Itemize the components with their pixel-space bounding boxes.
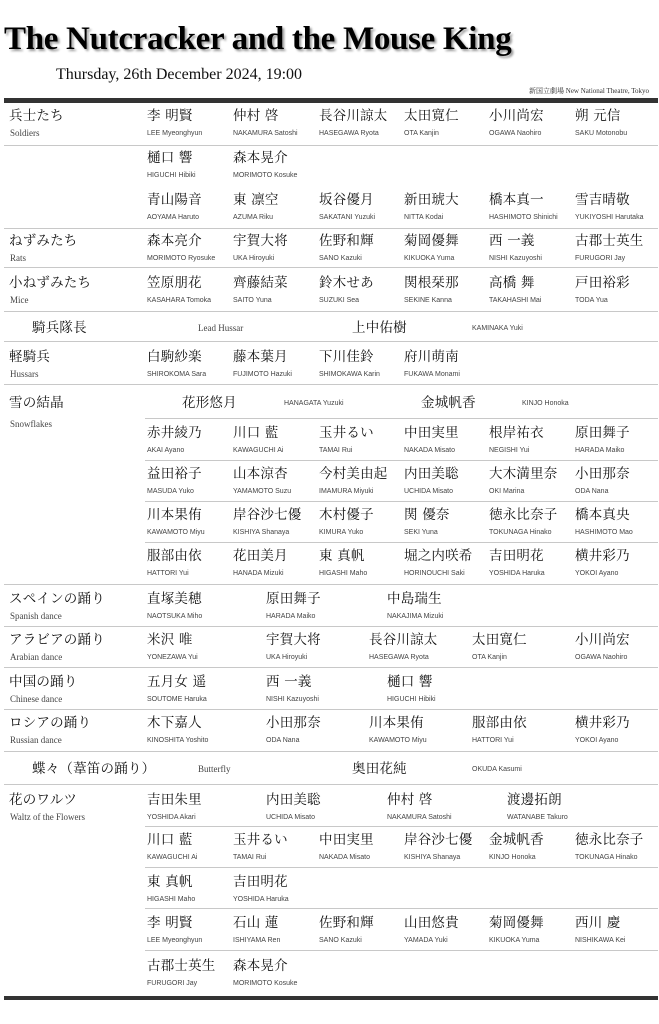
cast-name-jp: 玉井るい: [319, 425, 374, 441]
section-title-soldiers: 兵士たち: [9, 108, 64, 124]
cast-name-en: YOSHIDA Haruka: [489, 570, 545, 577]
cast-name-jp: 横井彩乃: [575, 715, 630, 731]
cast-name-en: YOSHIDA Akari: [147, 814, 196, 821]
cast-name-jp: 宇賀大将: [233, 233, 288, 249]
label-divider: [4, 145, 145, 146]
cast-name-en: YAMAMOTO Suzu: [233, 488, 292, 495]
cast-name-jp: 根岸祐衣: [489, 425, 544, 441]
section-title-rats: ねずみたち: [9, 233, 78, 249]
cast-name-jp: 花田美月: [233, 548, 288, 564]
cast-name-jp: 小川尚宏: [575, 632, 630, 648]
cast-name-jp: 新田琥大: [404, 192, 459, 208]
cast-name-jp: 小田那奈: [575, 466, 630, 482]
cast-name-en: NAKADA Misato: [319, 854, 370, 861]
page-title: The Nutcracker and the Mouse King: [4, 21, 512, 57]
cast-name-jp: 菊岡優舞: [489, 915, 544, 931]
cast-name-jp: 長谷川諒太: [319, 108, 388, 124]
section-title-mice: 小ねずみたち: [9, 275, 92, 291]
cast-name-jp: 東 真帆: [147, 874, 193, 890]
cast-name-jp: 吉田明花: [489, 548, 544, 564]
row-divider: [145, 867, 658, 868]
row-divider: [145, 418, 658, 419]
cast-name-en: SANO Kazuki: [319, 255, 362, 262]
cast-name-en: ODA Nana: [575, 488, 609, 495]
cast-name-en: MORIMOTO Ryosuke: [147, 255, 216, 262]
cast-name-jp: 服部由依: [472, 715, 527, 731]
cast-name-jp: 森本晃介: [233, 958, 288, 974]
cast-name-en: HARADA Maiko: [575, 447, 625, 454]
row-divider: [145, 145, 658, 146]
cast-name-jp: 川口 藍: [233, 425, 279, 441]
cast-name-jp: 木下嘉人: [147, 715, 202, 731]
cast-name-jp: 原田舞子: [266, 591, 321, 607]
section-subtitle-rats: Rats: [10, 253, 27, 263]
cast-name-en: TODA Yua: [575, 297, 608, 304]
cast-name-jp: 李 明賢: [147, 108, 193, 124]
cast-name-en: HIGUCHI Hibiki: [387, 696, 436, 703]
row-divider: [145, 950, 658, 951]
cast-name-jp: 岸谷沙七優: [404, 832, 473, 848]
cast-name-jp: 中田実里: [404, 425, 459, 441]
cast-name-jp: 森本晃介: [233, 150, 288, 166]
cast-name-en: NITTA Kodai: [404, 214, 444, 221]
cast-name-en: TOKUNAGA Hinako: [489, 529, 552, 536]
cast-name-jp: 小田那奈: [266, 715, 321, 731]
cast-name-jp: 宇賀大将: [266, 632, 321, 648]
section-subtitle-hussars: Hussars: [10, 369, 39, 379]
cast-name-en: NAKAMURA Satoshi: [387, 814, 452, 821]
cast-name-en: AZUMA Riku: [233, 214, 274, 221]
cast-name-jp: 青山陽音: [147, 192, 202, 208]
cast-name-en: YAMADA Yuki: [404, 937, 448, 944]
cast-name-jp: 橋本真央: [575, 507, 630, 523]
cast-name-jp: 坂谷優月: [319, 192, 374, 208]
cast-name-jp: 金城帆香: [489, 832, 544, 848]
cast-name-jp: 小川尚宏: [489, 108, 544, 124]
cast-name-jp: 五月女 遥: [147, 674, 207, 690]
section-subtitle-butterfly: Butterfly: [198, 764, 231, 774]
row-divider: [145, 501, 658, 502]
cast-name-en: YUKIYOSHI Harutaka: [575, 214, 644, 221]
cast-name-jp: 仲村 啓: [233, 108, 279, 124]
cast-name-en: NAOTSUKA Miho: [147, 613, 203, 620]
cast-name-jp: 橋本真一: [489, 192, 544, 208]
cast-name-jp: 樋口 響: [387, 674, 433, 690]
cast-name-en: YONEZAWA Yui: [147, 654, 198, 661]
cast-name-jp: 李 明賢: [147, 915, 193, 931]
row-divider: [145, 460, 658, 461]
snowflakes-lead-name-en: HANAGATA Yuzuki: [284, 400, 344, 407]
snowflakes-lead-name-jp: 金城帆香: [421, 395, 476, 411]
section-divider: [4, 751, 658, 752]
section-title-lead-hussar: 騎兵隊長: [32, 320, 87, 336]
cast-name-jp: 太田寛仁: [472, 632, 527, 648]
section-divider: [4, 626, 658, 627]
cast-name-en: KIMURA Yuko: [319, 529, 364, 536]
header-rule: [4, 98, 658, 103]
snowflakes-lead-name-jp: 花形悠月: [182, 395, 237, 411]
cast-name-en: TAMAI Rui: [233, 854, 267, 861]
cast-name-en: HANADA Mizuki: [233, 570, 284, 577]
cast-name-jp: 吉田朱里: [147, 792, 202, 808]
cast-name-en: NEGISHI Yui: [489, 447, 530, 454]
section-divider: [4, 311, 658, 312]
cast-name-en: FURUGORI Jay: [147, 980, 198, 987]
cast-name-en: KIKUOKA Yuma: [489, 937, 540, 944]
cast-name-en: HATTORI Yui: [147, 570, 189, 577]
cast-name-jp: 朔 元信: [575, 108, 621, 124]
cast-name-en: HASEGAWA Ryota: [369, 654, 429, 661]
cast-name-en: ISHIYAMA Ren: [233, 937, 281, 944]
venue-label: 新国立劇場 New National Theatre, Tokyo: [529, 87, 649, 95]
cast-name-jp: 吉田明花: [233, 874, 288, 890]
cast-name-en: HATTORI Yui: [472, 737, 514, 744]
cast-name-en: IMAMURA Miyuki: [319, 488, 374, 495]
row-divider: [145, 908, 658, 909]
cast-name-en: NAKADA Misato: [404, 447, 455, 454]
cast-name-jp: 雪吉晴敬: [575, 192, 630, 208]
cast-name-jp: 川口 藍: [147, 832, 193, 848]
cast-name-jp: 齊藤結菜: [233, 275, 288, 291]
cast-name-en: SUZUKI Sea: [319, 297, 360, 304]
cast-name-en: TOKUNAGA Hinako: [575, 854, 638, 861]
section-subtitle-russian: Russian dance: [10, 735, 62, 745]
cast-name-en: HASHIMOTO Mao: [575, 529, 633, 536]
cast-name-en: HASHIMOTO Shinichi: [489, 214, 558, 221]
cast-name-en: SANO Kazuki: [319, 937, 362, 944]
row-divider: [145, 542, 658, 543]
section-title-butterfly: 蝶々（葦笛の踊り）: [32, 761, 156, 777]
cast-name-jp: 長谷川諒太: [369, 632, 438, 648]
cast-name-en: KISHIYA Shanaya: [404, 854, 461, 861]
cast-name-en: UKA Hiroyuki: [266, 654, 308, 661]
section-subtitle-chinese: Chinese dance: [10, 694, 63, 704]
section-title-snowflakes: 雪の結晶: [9, 395, 64, 411]
cast-name-jp: 石山 蓮: [233, 915, 279, 931]
cast-name-jp: 徳永比奈子: [575, 832, 644, 848]
cast-name-jp: 高橋 舞: [489, 275, 535, 291]
section-divider: [4, 709, 658, 710]
cast-name-jp: 川本果侑: [147, 507, 202, 523]
cast-name-en: SOUTOME Haruka: [147, 696, 207, 703]
cast-name-en: TAKAHASHI Mai: [489, 297, 542, 304]
cast-name-jp: 菊岡優舞: [404, 233, 459, 249]
section-subtitle-mice: Mice: [10, 295, 29, 305]
cast-name-en: HIGASHI Maho: [319, 570, 368, 577]
cast-name-jp: 渡邊拓朗: [507, 792, 562, 808]
section-title-arabian: アラビアの踊り: [9, 632, 105, 648]
cast-name-en: SHIROKOMA Sara: [147, 371, 207, 378]
cast-name-en: KAWAGUCHI Ai: [147, 854, 198, 861]
cast-name-en: UCHIDA Misato: [266, 814, 316, 821]
cast-name-en: KAWAMOTO Miyu: [369, 737, 427, 744]
cast-name-en: WATANABE Takuro: [507, 814, 568, 821]
cast-name-jp: 米沢 唯: [147, 632, 193, 648]
cast-name-en: UKA Hiroyuki: [233, 255, 275, 262]
cast-name-en: FUKAWA Monami: [404, 371, 460, 378]
cast-name-en: OGAWA Naohiro: [489, 130, 542, 137]
cast-name-en: OTA Kanjin: [404, 130, 439, 137]
cast-name-en: KASAHARA Tomoka: [147, 297, 212, 304]
cast-name-en: SAITO Yuna: [233, 297, 272, 304]
cast-name-en: HASEGAWA Ryota: [319, 130, 379, 137]
cast-name-en: AKAI Ayano: [147, 447, 185, 454]
cast-name-en: KIKUOKA Yuma: [404, 255, 455, 262]
cast-name-jp: 大木満里奈: [489, 466, 558, 482]
cast-name-en: SAKATANI Yuzuki: [319, 214, 376, 221]
lead-hussar-name-jp: 上中佑樹: [352, 320, 407, 336]
cast-name-en: KAWAGUCHI Ai: [233, 447, 284, 454]
cast-name-en: NISHI Kazuyoshi: [489, 255, 542, 262]
cast-name-en: UCHIDA Misato: [404, 488, 454, 495]
cast-name-jp: 府川萌南: [404, 349, 459, 365]
section-subtitle-spanish: Spanish dance: [10, 611, 62, 621]
cast-name-jp: 西 一義: [489, 233, 535, 249]
cast-name-en: FURUGORI Jay: [575, 255, 626, 262]
cast-name-jp: 森本亮介: [147, 233, 202, 249]
cast-name-en: NISHI Kazuyoshi: [266, 696, 319, 703]
cast-name-jp: 下川佳鈴: [319, 349, 374, 365]
cast-name-jp: 西 一義: [266, 674, 312, 690]
section-title-hussars: 軽騎兵: [9, 349, 51, 365]
cast-name-jp: 赤井綾乃: [147, 425, 202, 441]
cast-name-jp: 樋口 響: [147, 150, 193, 166]
cast-name-en: SEKI Yuna: [404, 529, 438, 536]
cast-name-en: LEE Myeonghyun: [147, 130, 203, 137]
cast-name-jp: 関 優奈: [404, 507, 450, 523]
section-title-spanish: スペインの踊り: [9, 591, 105, 607]
cast-name-jp: 内田美聡: [266, 792, 321, 808]
cast-name-en: MORIMOTO Kosuke: [233, 172, 298, 179]
section-divider: [4, 667, 658, 668]
performance-date: Thursday, 26th December 2024, 19:00: [56, 66, 303, 83]
cast-name-jp: 徳永比奈子: [489, 507, 558, 523]
cast-name-en: TAMAI Rui: [319, 447, 353, 454]
cast-name-jp: 内田美聡: [404, 466, 459, 482]
section-divider: [4, 384, 658, 385]
cast-name-jp: 堀之内咲希: [404, 548, 473, 564]
cast-name-en: YOKOI Ayano: [575, 570, 619, 577]
cast-name-en: AOYAMA Haruto: [147, 214, 200, 221]
butterfly-name-en: OKUDA Kasumi: [472, 766, 522, 773]
cast-name-en: HIGUCHI Hibiki: [147, 172, 196, 179]
cast-name-en: MASUDA Yuko: [147, 488, 194, 495]
cast-name-jp: 鈴木せあ: [319, 275, 374, 291]
cast-name-jp: 古郡士英生: [147, 958, 216, 974]
cast-name-en: SAKU Motonobu: [575, 130, 628, 137]
cast-name-jp: 山本涼杏: [233, 466, 288, 482]
section-subtitle-lead-hussar: Lead Hussar: [198, 323, 244, 333]
lead-hussar-name-en: KAMINAKA Yuki: [472, 325, 523, 332]
cast-name-jp: 戸田裕彩: [575, 275, 630, 291]
cast-name-jp: 原田舞子: [575, 425, 630, 441]
cast-name-en: LEE Myeonghyun: [147, 937, 203, 944]
section-divider: [4, 341, 658, 342]
snowflakes-lead-name-en: KINJO Honoka: [522, 400, 569, 407]
cast-name-jp: 白駒紗楽: [147, 349, 202, 365]
section-title-chinese: 中国の踊り: [9, 674, 78, 690]
cast-name-en: KINJO Honoka: [489, 854, 536, 861]
cast-name-jp: 藤本葉月: [233, 349, 288, 365]
cast-name-en: KISHIYA Shanaya: [233, 529, 290, 536]
cast-name-en: MORIMOTO Kosuke: [233, 980, 298, 987]
cast-name-jp: 服部由依: [147, 548, 202, 564]
row-divider: [145, 826, 658, 827]
cast-name-jp: 直塚美穂: [147, 591, 202, 607]
cast-name-jp: 古郡士英生: [575, 233, 644, 249]
cast-name-en: YOSHIDA Haruka: [233, 896, 289, 903]
cast-name-jp: 笠原朋花: [147, 275, 202, 291]
cast-name-en: SEKINE Kanna: [404, 297, 452, 304]
cast-name-jp: 岸谷沙七優: [233, 507, 302, 523]
cast-name-en: KINOSHITA Yoshito: [147, 737, 209, 744]
butterfly-name-jp: 奥田花純: [352, 761, 407, 777]
cast-name-en: FUJIMOTO Hazuki: [233, 371, 292, 378]
cast-name-jp: 太田寛仁: [404, 108, 459, 124]
cast-name-en: HORINOUCHI Saki: [404, 570, 465, 577]
cast-name-jp: 関根栞那: [404, 275, 459, 291]
section-subtitle-arabian: Arabian dance: [10, 652, 63, 662]
cast-name-en: HIGASHI Maho: [147, 896, 196, 903]
cast-name-en: OTA Kanjin: [472, 654, 507, 661]
cast-name-jp: 仲村 啓: [387, 792, 433, 808]
cast-name-jp: 佐野和輝: [319, 233, 374, 249]
section-title-russian: ロシアの踊り: [9, 715, 92, 731]
cast-name-en: OKI Marina: [489, 488, 525, 495]
cast-name-jp: 西川 慶: [575, 915, 621, 931]
section-divider: [4, 228, 658, 229]
cast-name-en: SHIMOKAWA Karin: [319, 371, 380, 378]
section-divider: [4, 784, 658, 785]
cast-name-en: ODA Nana: [266, 737, 300, 744]
section-divider: [4, 584, 658, 585]
cast-name-jp: 玉井るい: [233, 832, 288, 848]
cast-name-en: NISHIKAWA Kei: [575, 937, 626, 944]
section-subtitle-soldiers: Soldiers: [10, 128, 40, 138]
section-title-waltz: 花のワルツ: [9, 792, 78, 808]
section-subtitle-waltz: Waltz of the Flowers: [10, 812, 86, 822]
cast-name-en: YOKOI Ayano: [575, 737, 619, 744]
cast-name-jp: 木村優子: [319, 507, 374, 523]
cast-name-en: NAKAMURA Satoshi: [233, 130, 298, 137]
cast-name-jp: 中島瑞生: [387, 591, 442, 607]
footer-rule: [4, 996, 658, 1000]
cast-name-jp: 佐野和輝: [319, 915, 374, 931]
cast-name-jp: 東 真帆: [319, 548, 365, 564]
cast-name-jp: 中田実里: [319, 832, 374, 848]
cast-name-jp: 横井彩乃: [575, 548, 630, 564]
cast-name-en: HARADA Maiko: [266, 613, 316, 620]
section-divider: [4, 267, 658, 268]
section-subtitle-snowflakes: Snowflakes: [10, 419, 52, 429]
cast-name-en: OGAWA Naohiro: [575, 654, 628, 661]
cast-name-en: KAWAMOTO Miyu: [147, 529, 205, 536]
cast-name-jp: 東 凛空: [233, 192, 279, 208]
cast-name-jp: 山田悠貴: [404, 915, 459, 931]
cast-name-jp: 今村美由起: [319, 466, 388, 482]
cast-name-en: NAKAJIMA Mizuki: [387, 613, 444, 620]
cast-name-jp: 益田裕子: [147, 466, 202, 482]
cast-name-jp: 川本果侑: [369, 715, 424, 731]
